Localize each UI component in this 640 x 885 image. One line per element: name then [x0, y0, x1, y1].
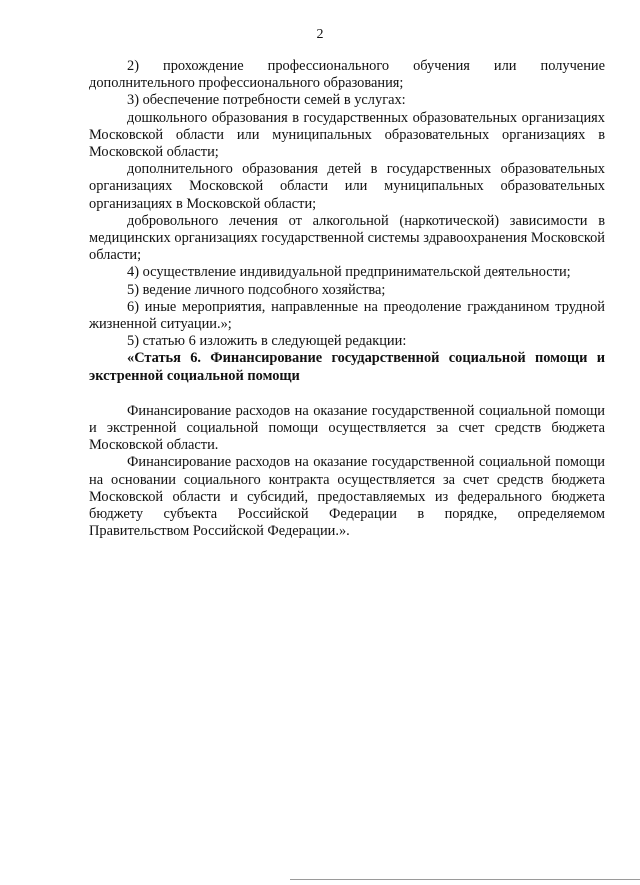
paragraph-item-4: 4) осуществление индивидуальной предпринимательской деятельности; — [127, 264, 571, 281]
paragraph-amendment-article-6: 5) статью 6 изложить в следующей редакции: — [127, 333, 407, 350]
paragraph-item-6: 6) иные мероприятия, направленные на преодоление гражданином трудной жизненной ситуации.»; — [89, 298, 605, 333]
article-6-heading: «Статья 6. Финансирование государственной социальной помощи и экстренной социальной помощи — [89, 350, 605, 384]
paragraph-item-2: 2) прохождение профессионального обучения или получение дополнительного профессионального образования; — [89, 58, 605, 92]
paragraph-voluntary-treatment: добровольного лечения от алкогольной (наркотической) зависимости в медицинских организациях государственной системы здравоохранения Московской области; — [89, 212, 605, 264]
footer-rule — [290, 879, 640, 880]
page-number: 2 — [316, 27, 324, 42]
paragraph-financing-general: Финансирование расходов на оказание государственной социальной помощи и экстренной социальной помощи осуществляется за счет средств бюджета Московской области. — [89, 402, 605, 454]
paragraph-item-3: 3) обеспечение потребности семей в услугах: — [127, 92, 406, 109]
document-body — [89, 58, 605, 540]
paragraph-financing-social-contract: Финансирование расходов на оказание государственной социальной помощи на основании социального контракта осуществляется за счет средств бюджета Московской области и субсидий, предоставляемых из федерального бюджета бюджету субъекта Российской Федерации в порядке, определяемом Правительством Российской Федерации.». — [89, 454, 605, 540]
paragraph-additional-child-education: дополнительного образования детей в государственных образовательных организациях Московской области или муниципальных образовательных организациях в Московской области; — [89, 161, 605, 212]
paragraph-preschool-education: дошкольного образования в государственных образовательных организациях Московской области или муниципальных образовательных организациях в Московской области; — [89, 109, 605, 161]
paragraph-item-5: 5) ведение личного подсобного хозяйства; — [127, 281, 386, 298]
